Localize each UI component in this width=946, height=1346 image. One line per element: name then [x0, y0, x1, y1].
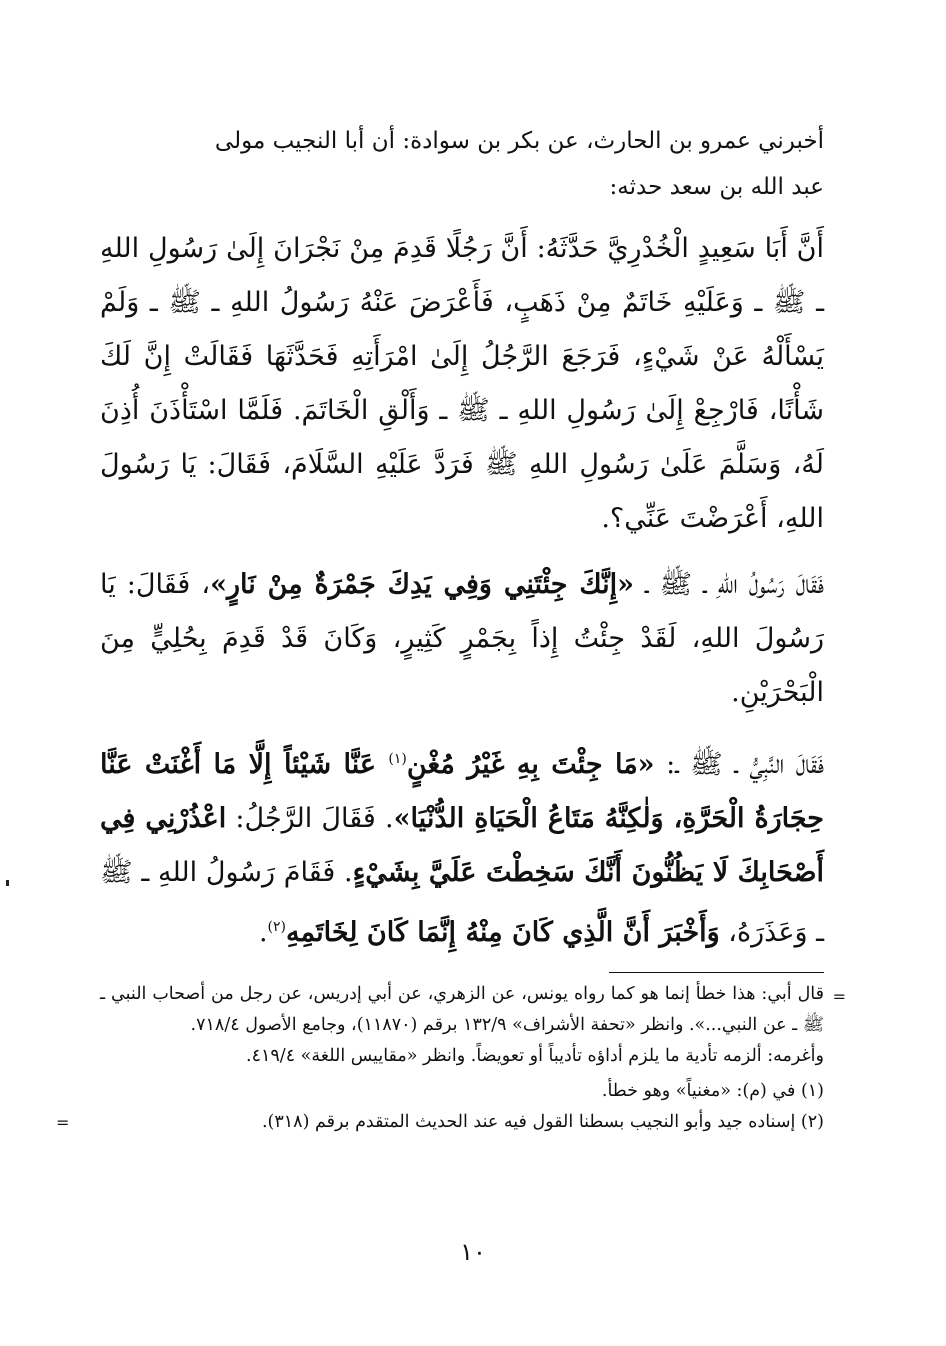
- paragraph-3-rest: . فَقَامَ رَسُولُ اللهِ ـ ﷺ ـ وَعَذَرَهُ،: [100, 857, 824, 948]
- continuation-mark: =: [832, 987, 846, 1006]
- paragraph-3-lead: فَقَالَ النَّبِيُّ ـ ﷺ ـ:: [654, 749, 824, 780]
- hadith-paragraph-3: [100, 732, 824, 960]
- footnote-ref-2: (٢): [267, 919, 287, 935]
- footnote-continuation: [100, 979, 846, 1072]
- paragraph-2-quote: «إِنَّكَ جِئْتَنِي وَفِي يَدِكَ جَمْرَةٌ مِنْ نَارٍ»: [210, 569, 634, 600]
- paragraph-2-rest: ، فَقَالَ: يَا رَسُولَ اللهِ، لَقَدْ جِئْتُ إِذاً بِجَمْرٍ كَثِيرٍ، وَكَانَ قَدْ قَدِمَ بِحُلِيٍّ مِنَ الْبَحْرَيْنِ.: [100, 569, 824, 708]
- isnad-line-2: عبد الله بن سعد حدثه:: [609, 174, 824, 200]
- paragraph-2-text: [100, 558, 824, 720]
- paragraph-3-bold-2: اعْذُرْنِي فِي أَصْحَابِكَ لَا يَظُنُّونَ أَنَّكَ سَخِطْتَ عَلَيَّ بِشَيْءٍ: [100, 803, 824, 888]
- page-body: [56, 118, 846, 1138]
- paragraph-3-end: .: [258, 917, 268, 948]
- hadith-paragraph-2: [100, 558, 824, 720]
- paragraph-1-text: أَنَّ أَبَا سَعِيدٍ الْخُدْرِيَّ حَدَّثَهُ: أَنَّ رَجُلًا قَدِمَ مِنْ نَجْرَانَ إِلَىٰ رَسُولِ اللهِ ـ ﷺ ـ وَعَلَيْهِ خَاتَمٌ مِنْ ذَهَبٍ، فَأَعْرَضَ عَنْهُ رَسُولُ اللهِ ـ ﷺ ـ وَلَمْ يَسْأَلْهُ عَنْ شَيْءٍ، فَرَجَعَ الرَّجُلُ إِلَىٰ امْرَأَتِهِ فَحَدَّثَهَا فَقَالَتْ إِنَّ لَكَ شَأْنًا، فَارْجِعْ إِلَىٰ رَسُولِ اللهِ ـ ﷺ ـ وَأَلْقِ الْخَاتَمَ. فَلَمَّا اسْتَأْذَنَ أُذِنَ لَهُ، وَسَلَّمَ عَلَىٰ رَسُولِ اللهِ ﷺ فَرَدَّ عَلَيْهِ السَّلَامَ، فَقَالَ: يَا رَسُولَ اللهِ، أَعْرَضْتَ عَنِّي؟.: [100, 233, 824, 534]
- footnote-1-text: (١) في (م): «مغنياً» وهو خطأ.: [601, 1081, 824, 1101]
- footnote-continuation-text-2: وأغرمه: ألزمه تأدية ما يلزم أداؤه تأديباً أو تعويضاً. وانظر «مقاييس اللغة» ٤١٩/٤.: [246, 1046, 824, 1066]
- footnote-2-text: (٢) إسناده جيد وأبو النجيب بسطنا القول فيه عند الحديث المتقدم برقم (٣١٨).: [261, 1112, 824, 1132]
- footnote-ref-1: (١): [388, 751, 407, 767]
- footnote-1: [100, 1076, 824, 1107]
- footnote-continuation-text-1: قال أبي: هذا خطأ إنما هو كما رواه يونس، عن الزهري، عن أبي إدريس، عن رجل من أصحاب النبي ـ ﷺ ـ عن النبي...». وانظر «تحفة الأشراف» ١٣٢/٩ برقم (١١٨٧٠)، وجامع الأصول ٧١٨/٤.: [100, 984, 824, 1035]
- paragraph-3-quote-2: عَنَّا شَيْئاً إِلَّا مَا أَغْنَتْ عَنَّا حِجَارَةُ الْحَرَّةِ، وَلٰكِنَّهُ مَتَاعُ الْحَيَاةِ الدُّنْيَا»: [100, 749, 824, 834]
- paragraph-3-text: [100, 732, 824, 960]
- paragraph-3-mid: . فَقَالَ الرَّجُلُ:: [226, 803, 394, 834]
- isnad-chain: [100, 118, 824, 210]
- page-number: ١٠: [460, 1238, 486, 1266]
- paragraph-2-lead: فَقَالَ رَسُولُ اللهِ ـ ﷺ ـ: [634, 569, 824, 600]
- paragraph-3-quote: «مَا جِئْتَ بِهِ غَيْرُ مُغْنٍ: [406, 749, 655, 780]
- isnad-line-1: أخبرني عمرو بن الحارث، عن بكر بن سوادة: أن أبا النجيب مولى: [214, 128, 824, 154]
- footnote-2-continues-mark: =: [56, 1113, 70, 1132]
- hadith-paragraph-1: [100, 222, 824, 546]
- footnote-separator: [609, 972, 824, 973]
- footnote-2: [56, 1107, 824, 1138]
- margin-mark: [6, 880, 9, 886]
- paragraph-3-bold-3: وَأَخْبَرَ أَنَّ الَّذِي كَانَ مِنْهُ إِنَّمَا كَانَ لِخَاتَمِهِ: [286, 917, 720, 948]
